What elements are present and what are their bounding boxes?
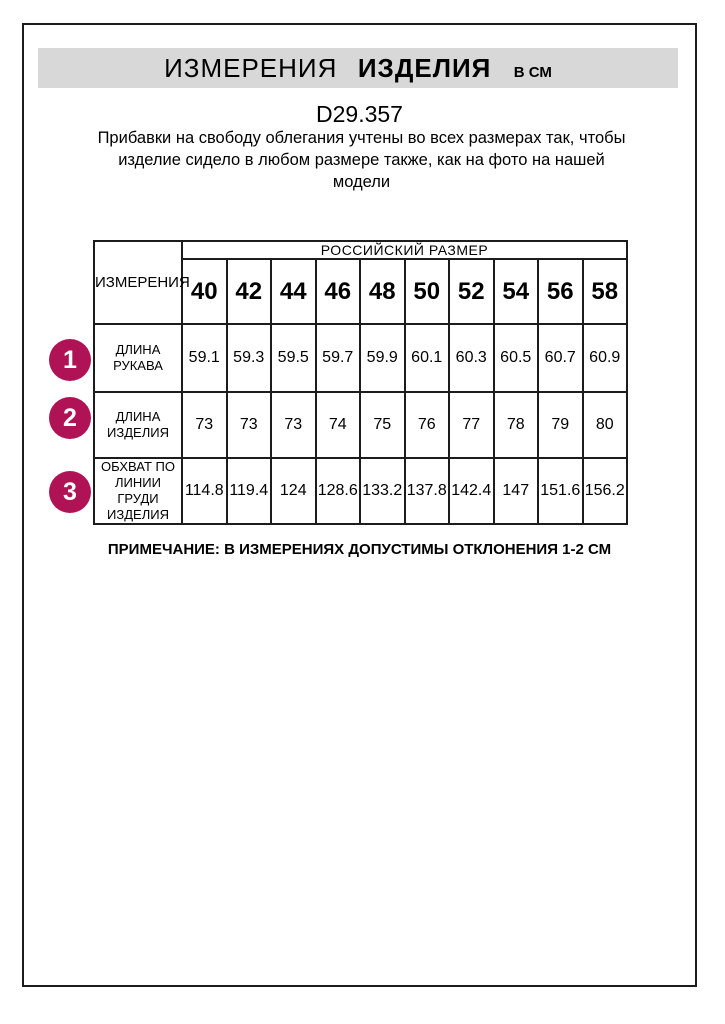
size-column-header: 46 [316,259,361,324]
row-label: ДЛИНА РУКАВА [94,324,182,392]
value-cell: 60.9 [583,324,628,392]
value-cell: 77 [449,392,494,458]
value-cell: 73 [271,392,316,458]
size-column-header: 40 [182,259,227,324]
measurement-row-sleeve-length [94,324,627,392]
size-column-header: 58 [583,259,628,324]
title-unit: В СМ [513,64,552,81]
measurement-row-chest-girth [94,458,627,524]
size-group-header-row [94,241,627,259]
row-label: ДЛИНА ИЗДЕЛИЯ [94,392,182,458]
fit-description: Прибавки на свободу облегания учтены во всех размерах так, чтобы изделие сидело в любом размере также, как на фото на нашей модели [97,129,626,191]
value-cell: 119.4 [227,458,272,524]
value-cell: 137.8 [405,458,450,524]
row-label: ОБХВАТ ПО ЛИНИИ ГРУДИ ИЗДЕЛИЯ [94,458,182,524]
value-cell: 59.7 [316,324,361,392]
value-cell: 114.8 [182,458,227,524]
size-column-header: 52 [449,259,494,324]
value-cell: 73 [182,392,227,458]
table-corner-header: ИЗМЕРЕНИЯ [94,241,182,324]
value-cell: 79 [538,392,583,458]
value-cell: 59.1 [182,324,227,392]
value-cell: 124 [271,458,316,524]
title-word-measurements: ИЗМЕРЕНИЯ [164,53,338,83]
value-cell: 151.6 [538,458,583,524]
tolerance-note: ПРИМЕЧАНИЕ: В ИЗМЕРЕНИЯХ ДОПУСТИМЫ ОТКЛОНЕНИЯ 1-2 СМ [107,541,612,558]
row-marker-2: 2 [49,397,91,439]
value-cell: 75 [360,392,405,458]
value-cell: 59.5 [271,324,316,392]
value-cell: 60.5 [494,324,539,392]
measurements-table [93,240,628,525]
size-column-header: 48 [360,259,405,324]
value-cell: 60.7 [538,324,583,392]
value-cell: 133.2 [360,458,405,524]
title-bar [38,48,678,88]
page-border-frame [22,23,697,987]
value-cell: 80 [583,392,628,458]
value-cell: 59.9 [360,324,405,392]
value-cell: 76 [405,392,450,458]
value-cell: 74 [316,392,361,458]
size-column-header: 50 [405,259,450,324]
value-cell: 73 [227,392,272,458]
value-cell: 156.2 [583,458,628,524]
measurement-row-item-length [94,392,627,458]
size-column-header: 44 [271,259,316,324]
product-code: D29.357 [316,101,403,127]
value-cell: 147 [494,458,539,524]
value-cell: 78 [494,392,539,458]
value-cell: 59.3 [227,324,272,392]
value-cell: 142.4 [449,458,494,524]
title-word-product: ИЗДЕЛИЯ [357,53,492,83]
row-marker-3: 3 [49,471,91,513]
value-cell: 60.1 [405,324,450,392]
row-marker-1: 1 [49,339,91,381]
size-column-header: 56 [538,259,583,324]
size-column-header: 54 [494,259,539,324]
value-cell: 60.3 [449,324,494,392]
size-column-header: 42 [227,259,272,324]
value-cell: 128.6 [316,458,361,524]
size-group-header: РОССИЙСКИЙ РАЗМЕР [182,241,627,259]
